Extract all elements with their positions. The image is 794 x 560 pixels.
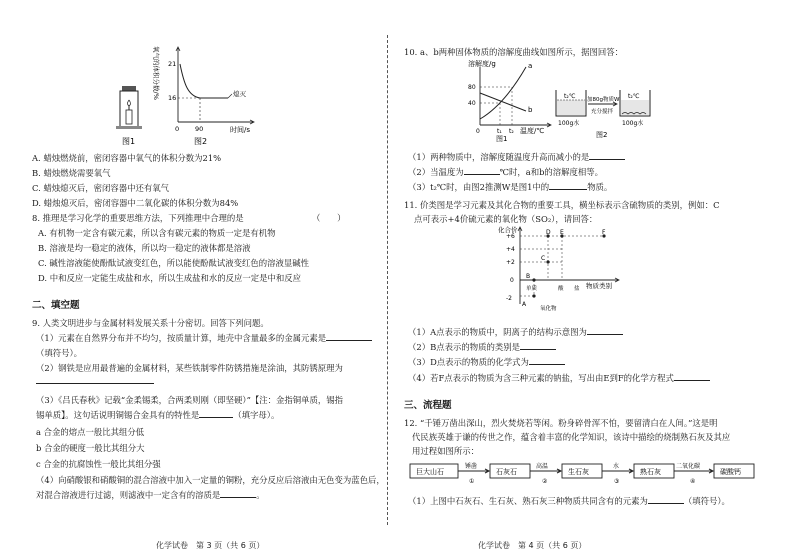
q11-part2: （2）B点表示的物质的类别是: [408, 342, 556, 353]
q9-part4-blank[interactable]: [220, 490, 256, 498]
q10-part2: （2）当温度为 ℃时，a和b的溶解度相等。: [408, 167, 604, 177]
q10-part2-blank[interactable]: [464, 167, 500, 175]
chart1-ytick-40: 40: [468, 100, 476, 107]
curve-a: [480, 67, 526, 119]
flow-box-5: 碳酸钙: [720, 468, 741, 476]
flow-arrow-3: 水: [613, 463, 620, 470]
solubility-chart: [464, 59, 560, 141]
chart2-ylabel: 化合价: [498, 226, 518, 234]
q12-part1: （1）上图中石灰石、生石灰、熟石灰三种物质共同含有的元素为 （填符号）。: [408, 496, 730, 506]
chart1-xlabel: 温度/℃: [520, 127, 545, 135]
q11-stem-line2: 点可表示+4价硫元素的氧化物（SO₂），请回答：: [414, 214, 598, 224]
chart1-fig-label: 图1: [496, 135, 508, 143]
curve-b: [480, 93, 526, 111]
chart2-point-E: E: [560, 229, 564, 236]
q11-part1-blank[interactable]: [587, 327, 623, 335]
chart2-tick-4: -2: [506, 295, 512, 302]
q12-stem-line3: 用过程如图所示：: [412, 446, 479, 456]
q10-part3-blank[interactable]: [549, 182, 587, 190]
chart2-cat-1: 单质: [526, 286, 538, 292]
chart1-xtick-0: 0: [476, 128, 480, 135]
chart2-tick-1: +4: [506, 246, 515, 253]
q8-paren: （ ）: [312, 213, 346, 223]
series-a-label: a: [528, 62, 533, 70]
q7-option-c: C. 蜡烛熄灭后，密闭容器中还有氧气: [32, 183, 170, 193]
q8-option-a: A. 有机物一定含有碳元素，所以含有碳元素的物质一定是有机物: [38, 228, 276, 238]
q8-stem: 8. 推理是学习化学的重要思维方法，下列推理中合理的是: [32, 213, 244, 223]
q9-choice-b: b 合金的硬度一般比其组分大: [36, 443, 145, 453]
q9-part1-text: （1）元素在自然界分布并不均匀，按质量计算，地壳中含量最多的金属元素是: [36, 333, 372, 344]
chart2-point-F: F: [602, 229, 606, 236]
fig2-ytick-21: 21: [168, 60, 177, 68]
flow-arrow-2: 高温: [536, 463, 549, 470]
fig2-label: 图2: [194, 137, 208, 146]
beaker-fig-label: 图2: [596, 131, 608, 139]
q11-part3-blank[interactable]: [529, 357, 565, 365]
q9-part4-line2: 对混合溶液进行过滤，则滤液中一定含有的溶质是 。: [36, 490, 265, 500]
q12-stem-line2: 代民族英雄于谦的传世之作，蕴含着丰富的化学知识，该诗中描绘的烧制熟石灰及其应: [412, 432, 731, 442]
chart2-cat-3: 酸: [558, 286, 564, 292]
chart1-xtick-t2: t₂: [509, 128, 514, 135]
q12-stem-line1: 12. “千锤万凿出深山，烈火焚烧若等闲。粉身碎骨浑不怕，要留清白在人间。”这是明: [404, 418, 718, 428]
q9-part2-text: （2）钢铁是应用最普遍的金属材料，某些铁制零件防锈措施是涂油，其防锈原理为: [36, 363, 343, 373]
chart2-point-A: A: [522, 301, 527, 308]
q9-part2-blank[interactable]: [36, 376, 154, 387]
flow-num-4: ④: [690, 478, 696, 485]
flow-box-3: 生石灰: [568, 468, 589, 476]
q8-option-c: C. 碱性溶液能使酚酞试液变红色，所以能使酚酞试液变红色的溶液显碱性: [38, 258, 310, 268]
beaker1-temp: t₂℃: [564, 93, 576, 100]
chart1-xtick-t1: t₁: [497, 128, 502, 135]
q9-choice-a: a 合金的熔点一般比其组分低: [36, 427, 145, 437]
fig2-xtick-90: 90: [195, 125, 204, 133]
page-divider: [387, 35, 388, 525]
q10-part1: （1）两种物质中，溶解度随温度升高而减小的是: [408, 152, 625, 163]
chart1-ytick-80: 80: [468, 84, 476, 91]
q11-part2-blank[interactable]: [520, 342, 556, 350]
chart2-tick-3: 0: [510, 277, 514, 284]
section-2-title: 二、填空题: [32, 300, 80, 311]
q11-part3: （3）D点表示的物质的化学式为: [408, 357, 565, 368]
q11-part4-blank[interactable]: [674, 373, 710, 381]
valence-class-chart: [500, 224, 640, 316]
q8-option-b: B. 溶液是均一稳定的液体，所以均一稳定的液体都是溶液: [38, 243, 251, 253]
chart2-tick-2: +2: [506, 259, 515, 266]
section-3-title: 三、流程题: [404, 400, 452, 411]
q9-part3-line2: 锡单质】。这句话说明铜锡合金具有的特性是 （填字母）。: [36, 410, 280, 420]
chart2-point-B: B: [526, 273, 531, 280]
lime-flow-diagram: [408, 458, 788, 492]
chart2-tick-0: +6: [506, 233, 515, 240]
series-b-label: b: [528, 106, 533, 114]
q11-part4: （4）若F点表示的物质为含三种元素的钠盐，写出由E到F的化学方程式: [408, 373, 710, 384]
q9-stem: 9. 人类文明进步与金属材料发展关系十分密切。回答下列问题。: [32, 318, 269, 328]
beaker1-amount: 100g水: [558, 120, 580, 127]
beaker2-amount: 100g水: [622, 120, 644, 127]
flow-box-1: 巨大山石: [416, 468, 444, 476]
fig2-annotation: 熄灭: [233, 90, 246, 98]
q9-part1-end: （填符号）。: [36, 348, 83, 358]
flow-arrow-1: 锤凿: [465, 463, 478, 470]
flow-box-2: 石灰石: [496, 468, 517, 476]
chart2-point-D: D: [546, 229, 551, 236]
fig2-ytick-16: 16: [168, 94, 177, 102]
candle-jar-figure: [112, 80, 146, 146]
left-page: [0, 0, 387, 560]
chart2-cat-2: 氧化物: [540, 306, 557, 312]
q9-choice-c: c 合金的抗腐蚀性一般比其组分强: [36, 459, 161, 469]
beaker2-temp: t₂℃: [628, 93, 640, 100]
fig1-label: 图1: [122, 137, 136, 146]
fig2-yaxis-label: 氧气的体积分数/%: [152, 46, 160, 100]
left-page-footer: 化学试卷 第 3 页（共 6 页）: [156, 541, 265, 550]
q7-option-a: A. 蜡烛燃烧前，密闭容器中氧气的体积分数为21%: [32, 153, 222, 163]
chart2-cat-4: 盐: [574, 286, 580, 292]
q9-part1-blank[interactable]: [326, 333, 372, 341]
q9-part4-text: （4）向硝酸银和硝酸铜的混合溶液中加入一定量的铜粉，充分反应后溶液由无色变为蓝色后，: [36, 475, 385, 485]
arrow-label-add: 加80g物质W: [587, 97, 620, 103]
arrow-label-stir: 充分搅拌: [591, 109, 614, 115]
q12-part1-blank[interactable]: [648, 496, 684, 504]
q8-option-d: D. 中和反应一定能生成盐和水，所以生成盐和水的反应一定是中和反应: [38, 273, 301, 283]
q10-part3: （3）t₂℃时，由图2推测W是图1中的 物质。: [408, 182, 613, 192]
oxygen-curve-chart: [148, 44, 273, 146]
chart1-ylabel: 溶解度/g: [468, 60, 496, 68]
flow-arrow-4: 二氧化碳: [676, 463, 701, 470]
right-page-footer: 化学试卷 第 4 页（共 6 页）: [478, 541, 587, 550]
right-page: [400, 0, 794, 560]
flow-num-3: ③: [614, 478, 620, 485]
q9-part3-text: （3）《吕氏春秋》记载“金柔锡柔，合两柔则刚（即坚硬）”【注：金指铜单质，锡指: [36, 395, 343, 405]
q7-option-d: D. 蜡烛熄灭后，密闭容器中二氧化碳的体积分数为84%: [32, 198, 239, 208]
fig2-xaxis-label: 时间/s: [230, 126, 251, 134]
flow-num-1: ①: [469, 478, 475, 485]
fig2-xtick-0: 0: [175, 125, 180, 133]
beaker-figure: [552, 84, 656, 140]
flow-num-2: ②: [542, 478, 548, 485]
flow-box-4: 熟石灰: [640, 468, 661, 476]
q9-part3-blank[interactable]: [199, 410, 233, 418]
q10-part1-blank[interactable]: [589, 152, 625, 160]
chart2-point-C: C: [541, 255, 546, 262]
chart2-xlabel: 物质类别: [586, 282, 612, 290]
q10-stem: 10. a、b两种固体物质的溶解度曲线如图所示，据图回答：: [404, 47, 623, 57]
q11-part1: （1）A点表示的物质中，阴离子的结构示意图为: [408, 327, 623, 338]
q11-stem-line1: 11. 价类图是学习元素及其化合物的重要工具，横坐标表示含硫物质的类别，例如：C: [404, 200, 720, 210]
q7-option-b: B. 蜡烛燃烧需要氧气: [32, 168, 111, 178]
